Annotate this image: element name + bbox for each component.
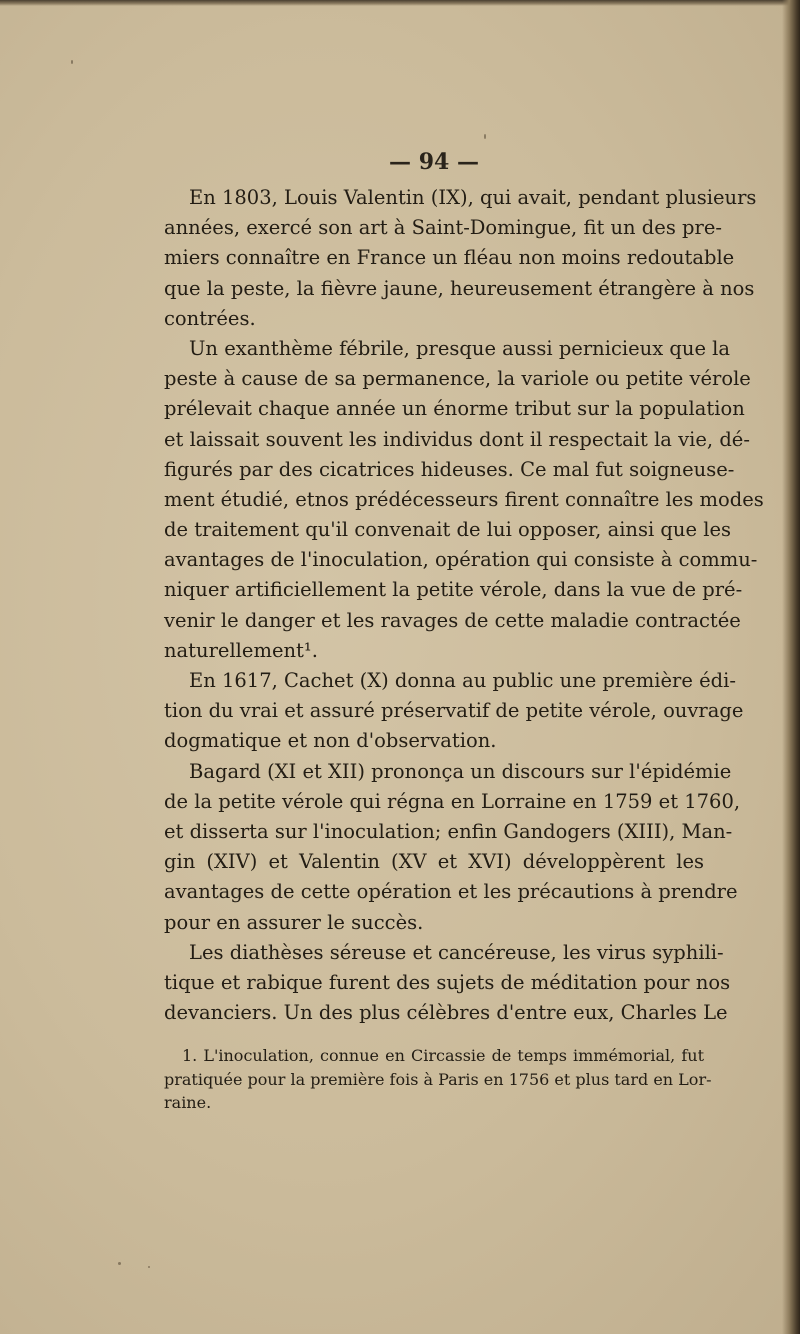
text-line: dogmatique et non d'observation.: [164, 729, 497, 753]
text-line: En 1803, Louis Valentin (IX), qui avait, pendant plusieurs: [189, 186, 757, 209]
text-line: ment étudié, etnos prédécesseurs firent connaître les modes: [164, 487, 764, 511]
text-line: années, exercé son art à Saint-Domingue, fit un des pre-: [164, 216, 722, 240]
paper-speck: [484, 134, 486, 139]
page-number: — 94 —: [389, 149, 479, 175]
text-line: et disserta sur l'inoculation; enfin Gandogers (XIII), Man-: [164, 819, 733, 843]
text-line: et laissait souvent les individus dont il respectait la vie, dé-: [164, 427, 750, 451]
text-line: En 1617, Cachet (X) donna au public une première édi-: [189, 669, 736, 692]
text-line: avantages de l'inoculation, opération qui consiste à commu-: [164, 548, 758, 572]
text-line: Les diathèses séreuse et cancéreuse, les virus syphili-: [189, 940, 724, 964]
text-line: que la peste, la fièvre jaune, heureusement étrangère à nos: [164, 276, 755, 300]
page-binding-edge: [782, 0, 800, 1334]
text-line: de la petite vérole qui régna en Lorraine en 1759 et 1760,: [164, 789, 741, 813]
text-line: Un exanthème fébrile, presque aussi pernicieux que la: [189, 336, 731, 360]
text-line: avantages de cette opération et les précautions à prendre: [164, 880, 738, 904]
footnote: [164, 1044, 712, 1115]
text-line: de traitement qu'il convenait de lui opposer, ainsi que les: [164, 518, 731, 542]
text-line: Bagard (XI et XII) prononça un discours sur l'épidémie: [189, 759, 732, 783]
footnote-line: pratiquée pour la première fois à Paris en 1756 et plus tard en Lor-: [164, 1069, 712, 1089]
text-line: venir le danger et les ravages de cette maladie contractée: [164, 608, 741, 632]
text-line: pour en assurer le succès.: [164, 910, 424, 934]
text-line: tion du vrai et assuré préservatif de petite vérole, ouvrage: [164, 699, 744, 723]
footnote-line: 1. L'inoculation, connue en Circassie de temps immémorial, fut: [182, 1046, 704, 1065]
paper-speck: [148, 1266, 150, 1268]
paper-speck: [118, 1262, 121, 1265]
text-line: prélevait chaque année un énorme tribut sur la population: [164, 397, 745, 421]
body-text: [164, 183, 764, 1028]
text-line: miers connaître en France un fléau non moins redoutable: [164, 246, 735, 270]
text-line: tique et rabique furent des sujets de méditation pour nos: [164, 970, 731, 994]
text-line: peste à cause de sa permanence, la variole ou petite vérole: [164, 367, 751, 391]
text-line: contrées.: [164, 306, 256, 330]
text-line: gin (XIV) et Valentin (XV et XVI) développèrent les: [164, 850, 704, 874]
footnote-line: raine.: [164, 1093, 212, 1112]
page-top-edge: [0, 0, 800, 6]
paper-speck: [71, 60, 73, 64]
text-line: figurés par des cicatrices hideuses. Ce mal fut soigneuse-: [164, 457, 735, 481]
text-line: devanciers. Un des plus célèbres d'entre eux, Charles Le: [164, 1001, 728, 1025]
text-line: naturellement¹.: [164, 638, 318, 662]
text-line: niquer artificiellement la petite vérole, dans la vue de pré-: [164, 578, 743, 602]
